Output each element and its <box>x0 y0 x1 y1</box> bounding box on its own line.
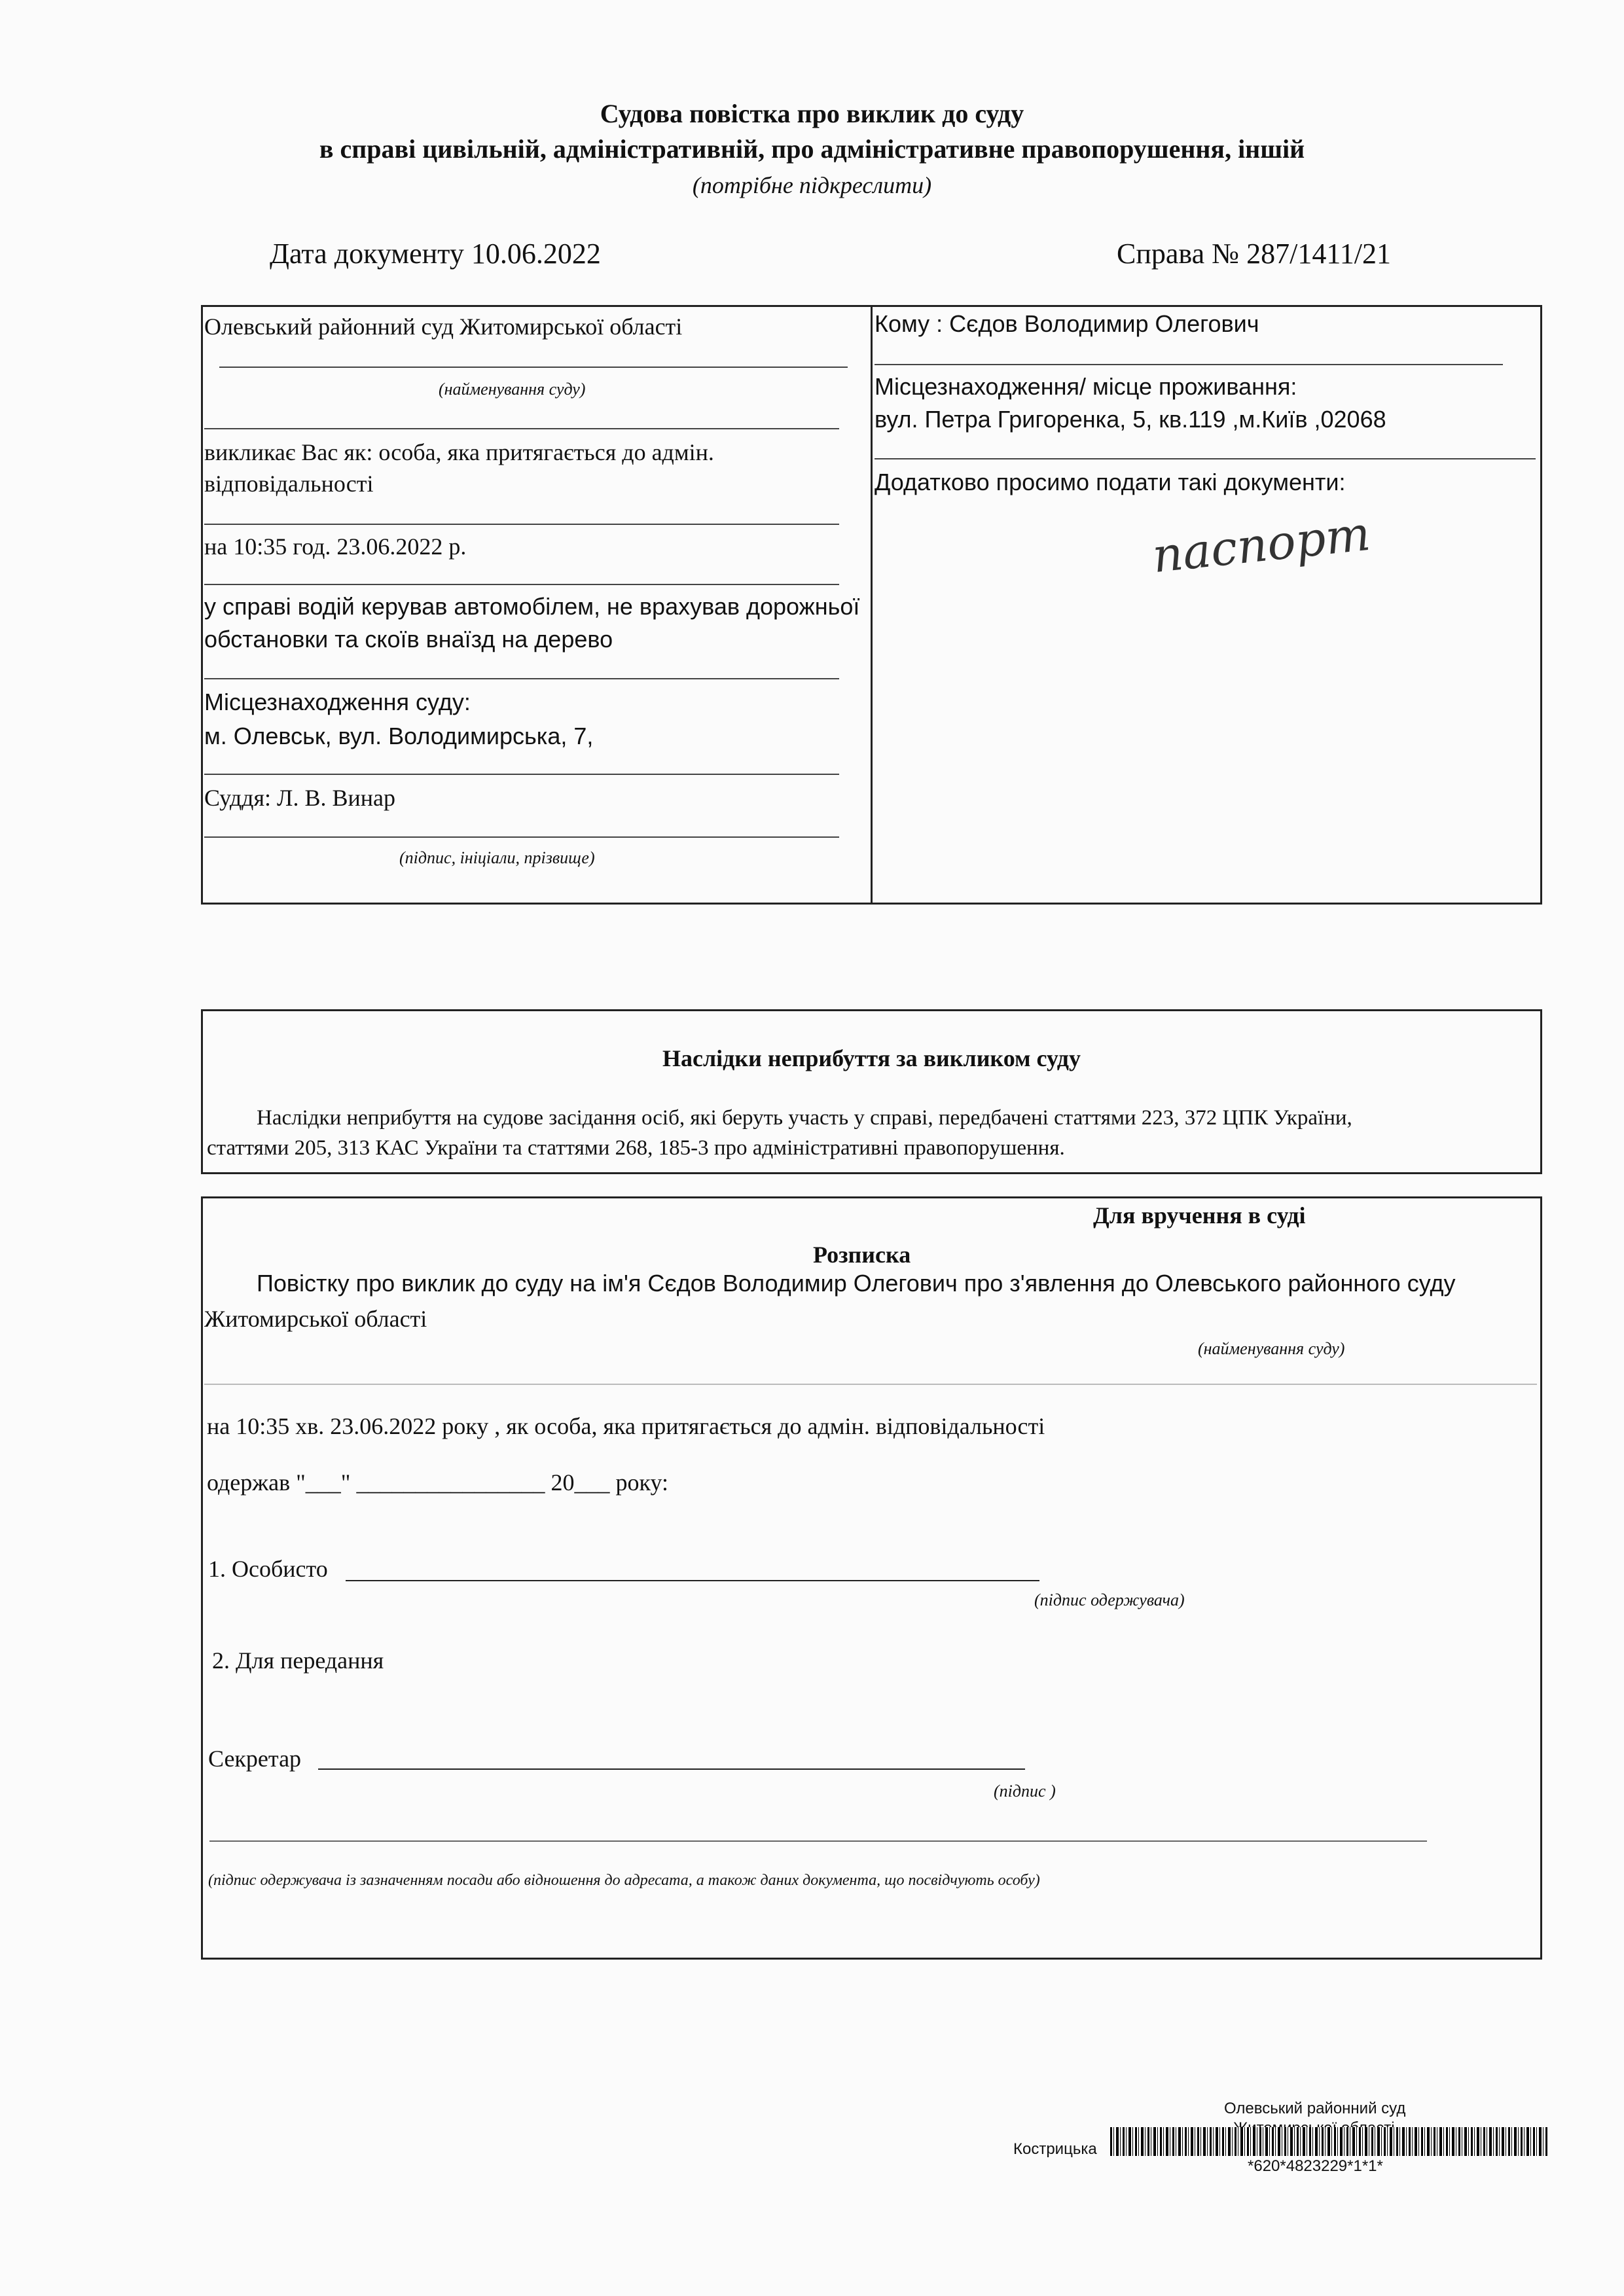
divider <box>204 836 839 838</box>
document-subtitle: в справі цивільній, адміністративній, про адміністративне правопорушення, іншій <box>319 134 1305 164</box>
judge: Суддя: Л. В. Винар <box>204 785 395 811</box>
receipt-time-line: на 10:35 хв. 23.06.2022 року , як особа, яка притягається до адмін. відповідальності <box>207 1413 1045 1439</box>
consequences-text-line2: статтями 205, 313 КАС України та статтями 268, 185-3 про адміністративні правопорушення. <box>207 1136 1065 1160</box>
recipient: Кому : Сєдов Володимир Олегович <box>875 310 1259 337</box>
divider <box>204 524 839 525</box>
divider <box>219 367 848 368</box>
stamp-name: Кострицька <box>1013 2140 1097 2158</box>
recipient-details-line <box>209 1840 1427 1842</box>
divider <box>204 584 839 585</box>
transfer-label: 2. Для передання <box>212 1647 384 1674</box>
court-name: Олевський районний суд Житомирської області <box>204 314 683 340</box>
divider <box>204 428 839 429</box>
case-value: 287/1411/21 <box>1246 238 1391 270</box>
residence-value: вул. Петра Григоренка, 5, кв.119 ,м.Київ ,02068 <box>875 406 1386 433</box>
divider <box>875 364 1503 365</box>
case-number <box>1117 237 1391 270</box>
divider <box>204 774 839 775</box>
personal-signature-line <box>346 1580 1039 1581</box>
documents-label: Додатково просимо подати такі документи: <box>875 469 1346 495</box>
barcode-number: *620*4823229*1*1* <box>1248 2157 1383 2175</box>
judge-caption: (підпис, ініціали, прізвище) <box>399 848 595 867</box>
court-location-label: Місцезнаходження суду: <box>204 689 471 715</box>
call-role-line2: відповідальності <box>204 471 374 497</box>
receipt-line1: Повістку про виклик до суду на ім'я Сєдов Володимир Олегович про з'явлення до Олевського районного суду <box>257 1270 1456 1297</box>
receipt-line2: Житомирської області <box>204 1306 427 1332</box>
secretary-label: Секретар <box>208 1746 302 1772</box>
court-name-caption: (найменування суду) <box>439 380 586 399</box>
divider <box>204 1384 1537 1385</box>
summons-divider <box>871 305 873 905</box>
for-court-delivery: Для вручення в суді <box>1093 1202 1306 1229</box>
stamp-court-line1: Олевський районний суд <box>1224 2100 1406 2117</box>
consequences-title: Наслідки неприбуття за викликом суду <box>662 1045 1081 1071</box>
hearing-time: на 10:35 год. 23.06.2022 р. <box>204 533 467 560</box>
received-date-line: одержав "___" ________________ 20___ року: <box>207 1469 669 1496</box>
document-title: Судова повістка про виклик до суду <box>600 99 1024 128</box>
case-description-line2: обстановки та скоїв внаїзд на дерево <box>204 626 613 653</box>
case-description-line1: у справі водій керував автомобілем, не врахував дорожньої <box>204 593 860 620</box>
document-date <box>270 237 601 270</box>
divider <box>875 458 1536 459</box>
recipient-details-caption: (підпис одержувача із зазначенням посади або відношення до адресата, а також даних документа, що посвідчують особу) <box>208 1872 1040 1889</box>
residence-label: Місцезнаходження/ місце проживання: <box>875 373 1297 400</box>
date-value: 10.06.2022 <box>471 238 601 270</box>
signature-caption: (підпис ) <box>994 1782 1056 1801</box>
court-location-value: м. Олевськ, вул. Володимирська, 7, <box>204 723 594 749</box>
recipient-signature-caption: (підпис одержувача) <box>1034 1590 1185 1609</box>
barcode <box>1110 2127 1549 2156</box>
receipt-court-caption: (найменування суду) <box>1198 1339 1345 1358</box>
divider <box>204 678 839 679</box>
personal-label: 1. Особисто <box>208 1556 328 1582</box>
underline-note: (потрібне підкреслити) <box>692 172 932 198</box>
date-label: Дата документу <box>270 238 464 270</box>
handwritten-document-note: паспорт <box>1149 505 1373 584</box>
receipt-title: Розписка <box>813 1242 911 1268</box>
secretary-signature-line <box>318 1768 1025 1770</box>
consequences-text-line1: Наслідки неприбуття на судове засідання осіб, які беруть участь у справі, передбачені статтями 223, 372 ЦПК України, <box>257 1106 1352 1130</box>
call-role-line1: викликає Вас як: особа, яка притягається до адмін. <box>204 439 714 465</box>
case-label: Справа № <box>1117 238 1240 270</box>
